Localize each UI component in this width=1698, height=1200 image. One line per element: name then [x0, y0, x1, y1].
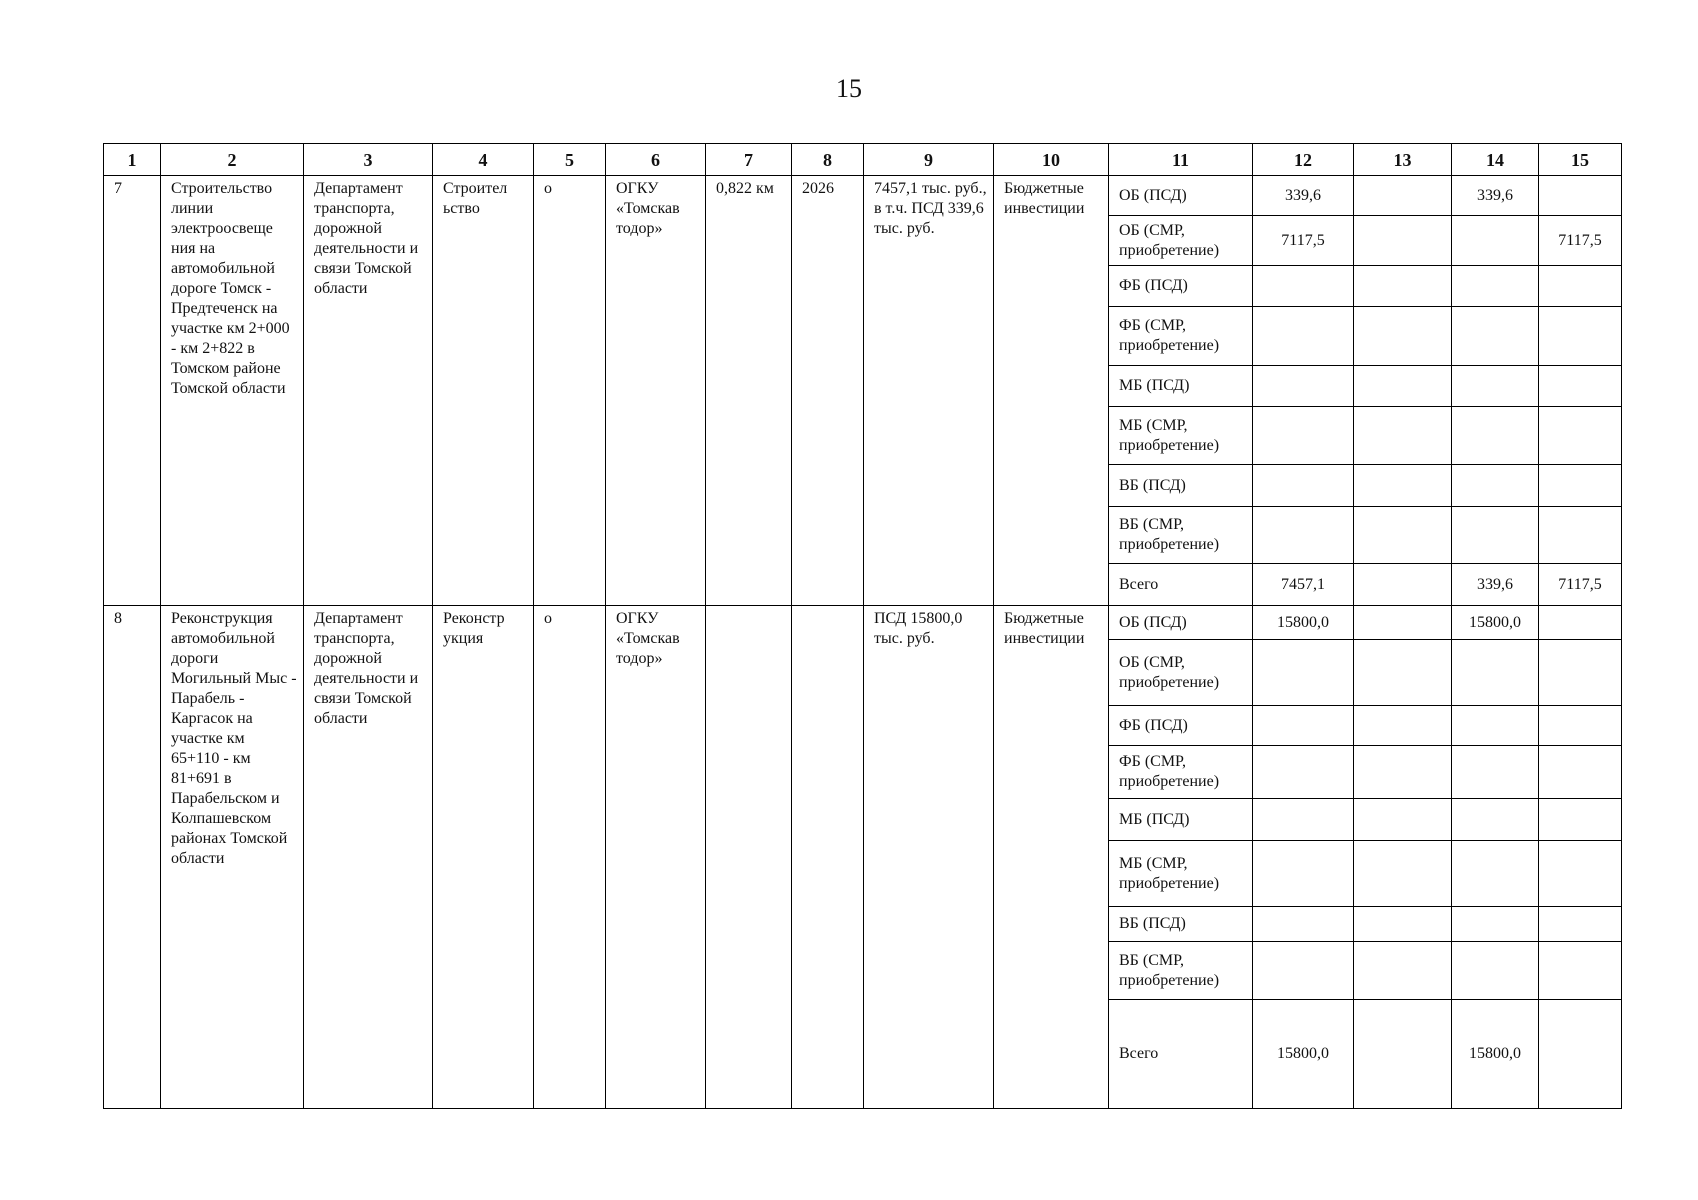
amount-c14 — [1452, 216, 1539, 266]
amount-c14 — [1452, 841, 1539, 907]
object-name: Реконструкция автомобильной дороги Могильный Мыс - Парабель - Каргасок на участке км 65+110 - км 81+691 в Парабельском и Колпашевском районах Томской области — [171, 610, 297, 867]
amount-c15 — [1539, 606, 1622, 640]
object-name: Строительство линии электроосвеще ния на автомобильной дороге Томск - Предтеченск на участке км 2+000 - км 2+822 в Томском районе Томской области — [171, 180, 290, 397]
funding-source-label: Всего — [1119, 575, 1159, 593]
amount-c15 — [1539, 1000, 1622, 1109]
estimated-cost: 7457,1 тыс. руб., в т.ч. ПСД 339,6 тыс. руб. — [874, 180, 987, 237]
funding-source-label: ОБ (ПСД) — [1119, 186, 1187, 204]
funding-source-label: МБ (СМР, приобретение) — [1119, 854, 1220, 892]
year — [792, 606, 863, 609]
amount-c12 — [1253, 942, 1354, 1000]
customer-cell — [606, 606, 706, 1109]
funding-source-cell — [1109, 507, 1253, 564]
funding-source-cell — [1109, 907, 1253, 942]
funding-source-label: ФБ (ПСД) — [1119, 716, 1188, 734]
header-row — [104, 144, 1622, 176]
department: Департамент транспорта, дорожной деятельности и связи Томской области — [314, 610, 419, 727]
funding-source-label: ВБ (ПСД) — [1119, 915, 1186, 932]
customer-cell — [606, 176, 706, 606]
amount-c15 — [1539, 706, 1622, 746]
amount-c12 — [1253, 366, 1354, 407]
amount-c12: 7117,5 — [1253, 216, 1354, 266]
department: Департамент транспорта, дорожной деятельности и связи Томской области — [314, 180, 419, 297]
amount-c12 — [1253, 507, 1354, 564]
amount-c14 — [1452, 407, 1539, 465]
amount-c12: 15800,0 — [1253, 1000, 1354, 1109]
amount-c12 — [1253, 706, 1354, 746]
amount-c14 — [1452, 706, 1539, 746]
investment-form-cell — [994, 176, 1109, 606]
capacity-cell — [706, 176, 792, 606]
amount-c13 — [1354, 942, 1452, 1000]
funding-source-cell — [1109, 706, 1253, 746]
amount-c14 — [1452, 640, 1539, 706]
funding-source-label: ОБ (СМР, приобретение) — [1119, 653, 1220, 691]
amount-c12 — [1253, 465, 1354, 507]
year-cell — [792, 606, 864, 1109]
funding-source-cell — [1109, 266, 1253, 307]
capacity — [706, 606, 791, 609]
amount-c14 — [1452, 907, 1539, 942]
funding-source-cell — [1109, 640, 1253, 706]
amount-c14 — [1452, 266, 1539, 307]
table-row — [104, 606, 1622, 640]
amount-c14 — [1452, 507, 1539, 564]
amount-c15 — [1539, 176, 1622, 216]
header-col-9: 9 — [864, 144, 994, 176]
funding-source-cell — [1109, 564, 1253, 606]
col5-mark: о — [544, 610, 552, 627]
amount-c15: 7117,5 — [1539, 216, 1622, 266]
amount-c12 — [1253, 746, 1354, 799]
funding-source-label: ФБ (СМР, приобретение) — [1119, 317, 1220, 354]
capacity-cell — [706, 606, 792, 1109]
object-name-cell — [161, 176, 304, 606]
amount-c13 — [1354, 746, 1452, 799]
amount-c13 — [1354, 564, 1452, 606]
amount-c15 — [1539, 841, 1622, 907]
estimated-cost-cell — [864, 606, 994, 1109]
funding-source-cell — [1109, 216, 1253, 266]
funding-source-cell — [1109, 1000, 1253, 1109]
funding-source-cell — [1109, 841, 1253, 907]
header-col-14: 14 — [1452, 144, 1539, 176]
amount-c15 — [1539, 942, 1622, 1000]
amount-c12: 7457,1 — [1253, 564, 1354, 606]
amount-c14 — [1452, 942, 1539, 1000]
header-col-5: 5 — [534, 144, 606, 176]
amount-c13 — [1354, 465, 1452, 507]
amount-c13 — [1354, 841, 1452, 907]
header-col-2: 2 — [161, 144, 304, 176]
amount-c13 — [1354, 1000, 1452, 1109]
amount-c12 — [1253, 907, 1354, 942]
investment-form: Бюджетные инвестиции — [1004, 610, 1085, 647]
row-number-cell — [104, 176, 161, 606]
amount-c14: 15800,0 — [1452, 606, 1539, 640]
amount-c15: 7117,5 — [1539, 564, 1622, 606]
funding-source-cell — [1109, 307, 1253, 366]
year-cell — [792, 176, 864, 606]
amount-c13 — [1354, 216, 1452, 266]
funding-source-label: МБ (ПСД) — [1119, 810, 1190, 828]
department-cell — [304, 176, 433, 606]
capacity: 0,822 км — [716, 180, 774, 197]
customer: ОГКУ «Томскав тодор» — [616, 180, 680, 237]
amount-c12 — [1253, 799, 1354, 841]
amount-c12: 339,6 — [1253, 176, 1354, 216]
page-number: 15 — [836, 74, 862, 103]
amount-c12 — [1253, 841, 1354, 907]
col5-mark-cell — [534, 176, 606, 606]
funding-source-label: ОБ (ПСД) — [1119, 613, 1187, 631]
header-col-3: 3 — [304, 144, 433, 176]
amount-c12 — [1253, 407, 1354, 465]
amount-c13 — [1354, 366, 1452, 407]
funding-source-cell — [1109, 746, 1253, 799]
amount-c14 — [1452, 799, 1539, 841]
col5-mark-cell — [534, 606, 606, 1109]
amount-c14 — [1452, 465, 1539, 507]
work-type: Строител ьство — [443, 180, 508, 217]
amount-c13 — [1354, 640, 1452, 706]
amount-c14 — [1452, 307, 1539, 366]
amount-c12: 15800,0 — [1253, 606, 1354, 640]
header-col-6: 6 — [606, 144, 706, 176]
investment-table — [103, 143, 1622, 1109]
amount-c15 — [1539, 266, 1622, 307]
row-number: 7 — [114, 180, 122, 197]
header-col-7: 7 — [706, 144, 792, 176]
amount-c13 — [1354, 799, 1452, 841]
amount-c14 — [1452, 746, 1539, 799]
amount-c15 — [1539, 465, 1622, 507]
investment-form-cell — [994, 606, 1109, 1109]
amount-c13 — [1354, 307, 1452, 366]
funding-source-label: Всего — [1119, 1045, 1159, 1062]
amount-c12 — [1253, 640, 1354, 706]
amount-c15 — [1539, 907, 1622, 942]
amount-c15 — [1539, 407, 1622, 465]
amount-c15 — [1539, 307, 1622, 366]
department-cell — [304, 606, 433, 1109]
header-col-11: 11 — [1109, 144, 1253, 176]
investment-form: Бюджетные инвестиции — [1004, 180, 1085, 217]
funding-source-cell — [1109, 799, 1253, 841]
amount-c15 — [1539, 640, 1622, 706]
funding-source-cell — [1109, 465, 1253, 507]
object-name-cell — [161, 606, 304, 1109]
header-col-8: 8 — [792, 144, 864, 176]
header-col-13: 13 — [1354, 144, 1452, 176]
row-number-cell — [104, 606, 161, 1109]
funding-source-cell — [1109, 606, 1253, 640]
funding-source-label: ФБ (СМР, приобретение) — [1119, 753, 1220, 790]
funding-source-cell — [1109, 176, 1253, 216]
amount-c15 — [1539, 507, 1622, 564]
amount-c14 — [1452, 366, 1539, 407]
amount-c13 — [1354, 507, 1452, 564]
customer: ОГКУ «Томскав тодор» — [616, 610, 680, 667]
table-row — [104, 176, 1622, 216]
estimated-cost: ПСД 15800,0 тыс. руб. — [874, 610, 963, 647]
amount-c13 — [1354, 266, 1452, 307]
funding-source-cell — [1109, 942, 1253, 1000]
amount-c13 — [1354, 907, 1452, 942]
amount-c15 — [1539, 746, 1622, 799]
amount-c13 — [1354, 176, 1452, 216]
amount-c14: 339,6 — [1452, 564, 1539, 606]
funding-source-cell — [1109, 366, 1253, 407]
amount-c13 — [1354, 407, 1452, 465]
header-col-15: 15 — [1539, 144, 1622, 176]
work-type: Реконстр укция — [443, 610, 505, 647]
work-type-cell — [433, 606, 534, 1109]
work-type-cell — [433, 176, 534, 606]
header-col-4: 4 — [433, 144, 534, 176]
header-col-12: 12 — [1253, 144, 1354, 176]
funding-source-label: ВБ (ПСД) — [1119, 476, 1186, 494]
year: 2026 — [802, 180, 834, 197]
estimated-cost-cell — [864, 176, 994, 606]
amount-c13 — [1354, 606, 1452, 640]
header-col-1: 1 — [104, 144, 161, 176]
amount-c12 — [1253, 307, 1354, 366]
funding-source-label: МБ (СМР, приобретение) — [1119, 416, 1220, 454]
amount-c14: 15800,0 — [1452, 1000, 1539, 1109]
funding-source-label: ВБ (СМР, приобретение) — [1119, 951, 1220, 989]
amount-c12 — [1253, 266, 1354, 307]
amount-c14: 339,6 — [1452, 176, 1539, 216]
funding-source-label: МБ (ПСД) — [1119, 377, 1190, 394]
header-col-10: 10 — [994, 144, 1109, 176]
funding-source-label: ОБ (СМР, приобретение) — [1119, 221, 1220, 259]
funding-source-label: ФБ (ПСД) — [1119, 277, 1188, 294]
funding-source-label: ВБ (СМР, приобретение) — [1119, 516, 1220, 553]
amount-c13 — [1354, 706, 1452, 746]
col5-mark: о — [544, 180, 552, 197]
amount-c15 — [1539, 799, 1622, 841]
funding-source-cell — [1109, 407, 1253, 465]
row-number: 8 — [114, 610, 122, 627]
amount-c15 — [1539, 366, 1622, 407]
